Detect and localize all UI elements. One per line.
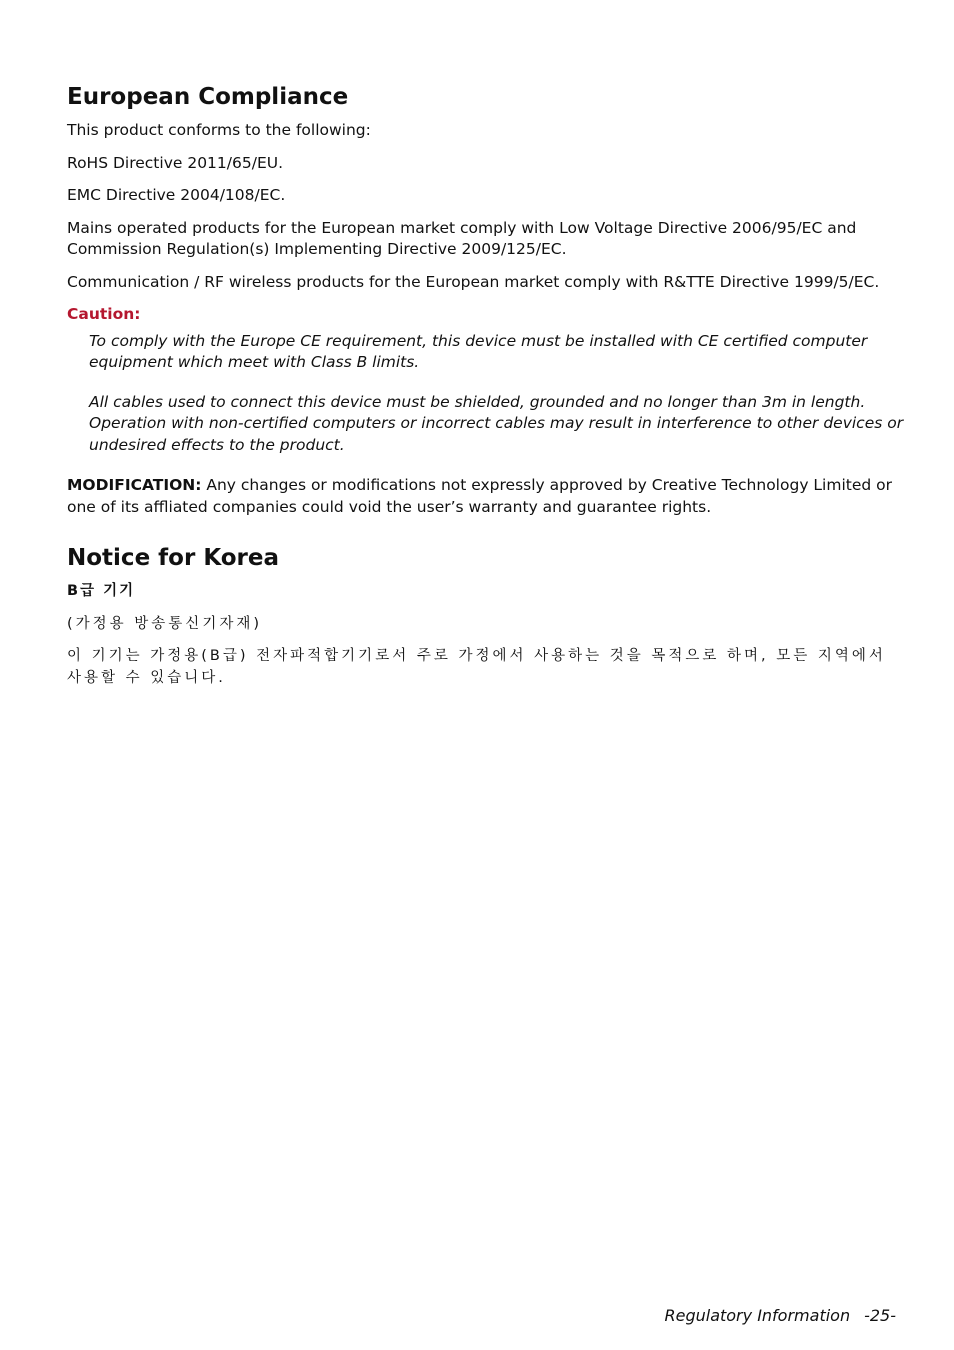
mains-text: Mains operated products for the European market comply with Low Voltage Directive 2006/95/EC and Commission Regulation(s) Implementing Directive 2009/125/EC. [67,218,857,258]
european-compliance-section [67,82,907,518]
document-page [67,82,907,700]
modification-text: Any changes or modifications not expressly approved by Creative Technology Limited or one of its affliated companies could void the user’s warranty and guarantee rights. [67,476,892,516]
caution-label: Caution: [67,305,141,323]
footer-section-title: Regulatory Information [664,1306,851,1325]
european-compliance-heading: European Compliance [67,84,349,110]
korea-body-text: 이 기기는 가정용(B급) 전자파적합기기로서 주로 가정에서 사용하는 것을 목적으로 하며, 모든 지역에서 사용할 수 있습니다. [67,648,886,686]
emc-text: EMC Directive 2004/108/EC. [67,186,286,204]
korea-notice-section [67,543,907,689]
caution-block [67,331,907,457]
modification-paragraph [67,475,907,518]
modification-label: MODIFICATION: [67,476,202,494]
page-footer [664,1305,896,1327]
korea-notice-heading: Notice for Korea [67,545,280,571]
page-number: -25- [864,1306,896,1325]
caution-paragraph-1: To comply with the Europe CE requirement, this device must be installed with CE certified computer equipment which meet with Class B limits. [89,331,868,371]
intro-text: This product conforms to the following: [67,121,371,139]
korea-class-b-label: B급 기기 [67,583,136,599]
caution-paragraph-2: All cables used to connect this device must be shielded, grounded and no longer than 3m in length. Operation with non-certified computers or incorrect cables may result in interference to other devices or undesired effects to the product. [89,392,904,454]
rf-text: Communication / RF wireless products for the European market comply with R&TTE Directive 1999/5/EC. [67,272,880,291]
korea-subtitle: (가정용 방송통신기자재) [67,615,262,632]
rohs-text: RoHS Directive 2011/65/EU. [67,153,284,172]
